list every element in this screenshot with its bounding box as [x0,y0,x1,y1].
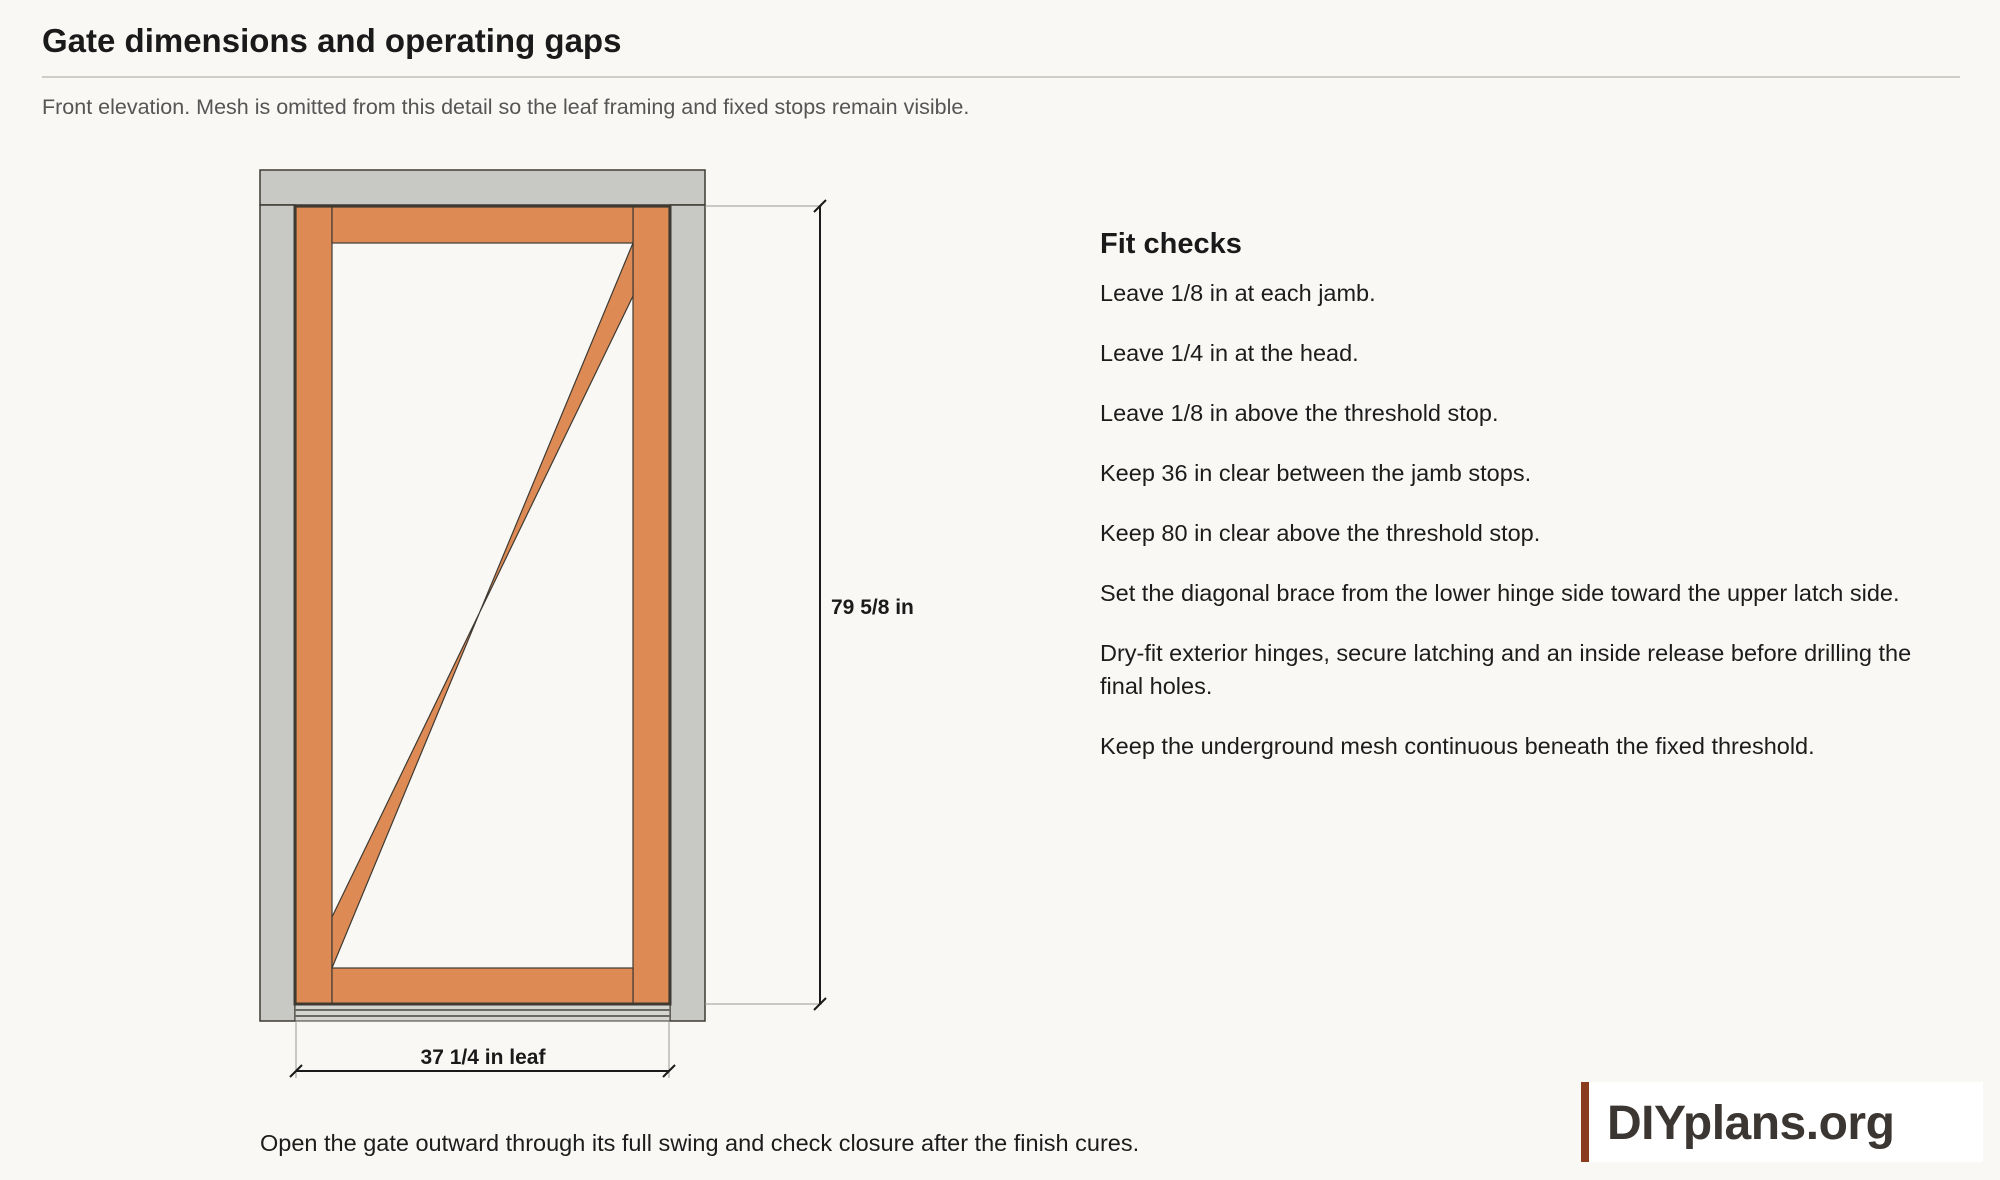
fit-checks-list [1100,277,1920,763]
brand-logo [1581,1082,1983,1162]
fit-checks-panel [1100,228,1920,790]
leaf-left-stile [296,207,332,1004]
fit-checks-heading: Fit checks [1100,228,1242,260]
leaf-top-rail [332,207,633,243]
leaf-bottom-rail [332,968,633,1004]
width-dimension-label: 37 1/4 in leaf [420,1046,546,1069]
fit-check-item: Leave 1/8 in at each jamb. [1100,280,1376,306]
brand-name: DIYplans.org [1607,1097,1895,1150]
frame-head [260,170,705,205]
fit-check-item: Leave 1/4 in at the head. [1100,340,1359,366]
fit-check-item: Keep 80 in clear above the threshold stop. [1100,520,1541,546]
page-subtitle: Front elevation. Mesh is omitted from this detail so the leaf framing and fixed stops remain visible. [42,95,970,119]
page-title: Gate dimensions and operating gaps [42,22,622,59]
leaf-right-stile [633,207,669,1004]
fit-check-item: Keep the underground mesh continuous beneath the fixed threshold. [1100,733,1815,759]
leaf-diagonal-brace [332,243,633,968]
threshold-stop [295,1005,670,1021]
fit-check-item: Keep 36 in clear between the jamb stops. [1100,460,1532,486]
fit-check-item: Set the diagonal brace from the lower hinge side toward the upper latch side. [1100,580,1900,606]
fit-check-item: Leave 1/8 in above the threshold stop. [1100,400,1499,426]
fit-check-item: Dry-fit exterior hinges, secure latching and an inside release before drilling the final holes. [1100,640,1912,699]
frame-left-jamb [260,205,295,1021]
height-dimension-label: 79 5/8 in [831,596,914,619]
frame-right-jamb [670,205,705,1021]
footer-note: Open the gate outward through its full swing and check closure after the finish cures. [260,1130,1140,1156]
